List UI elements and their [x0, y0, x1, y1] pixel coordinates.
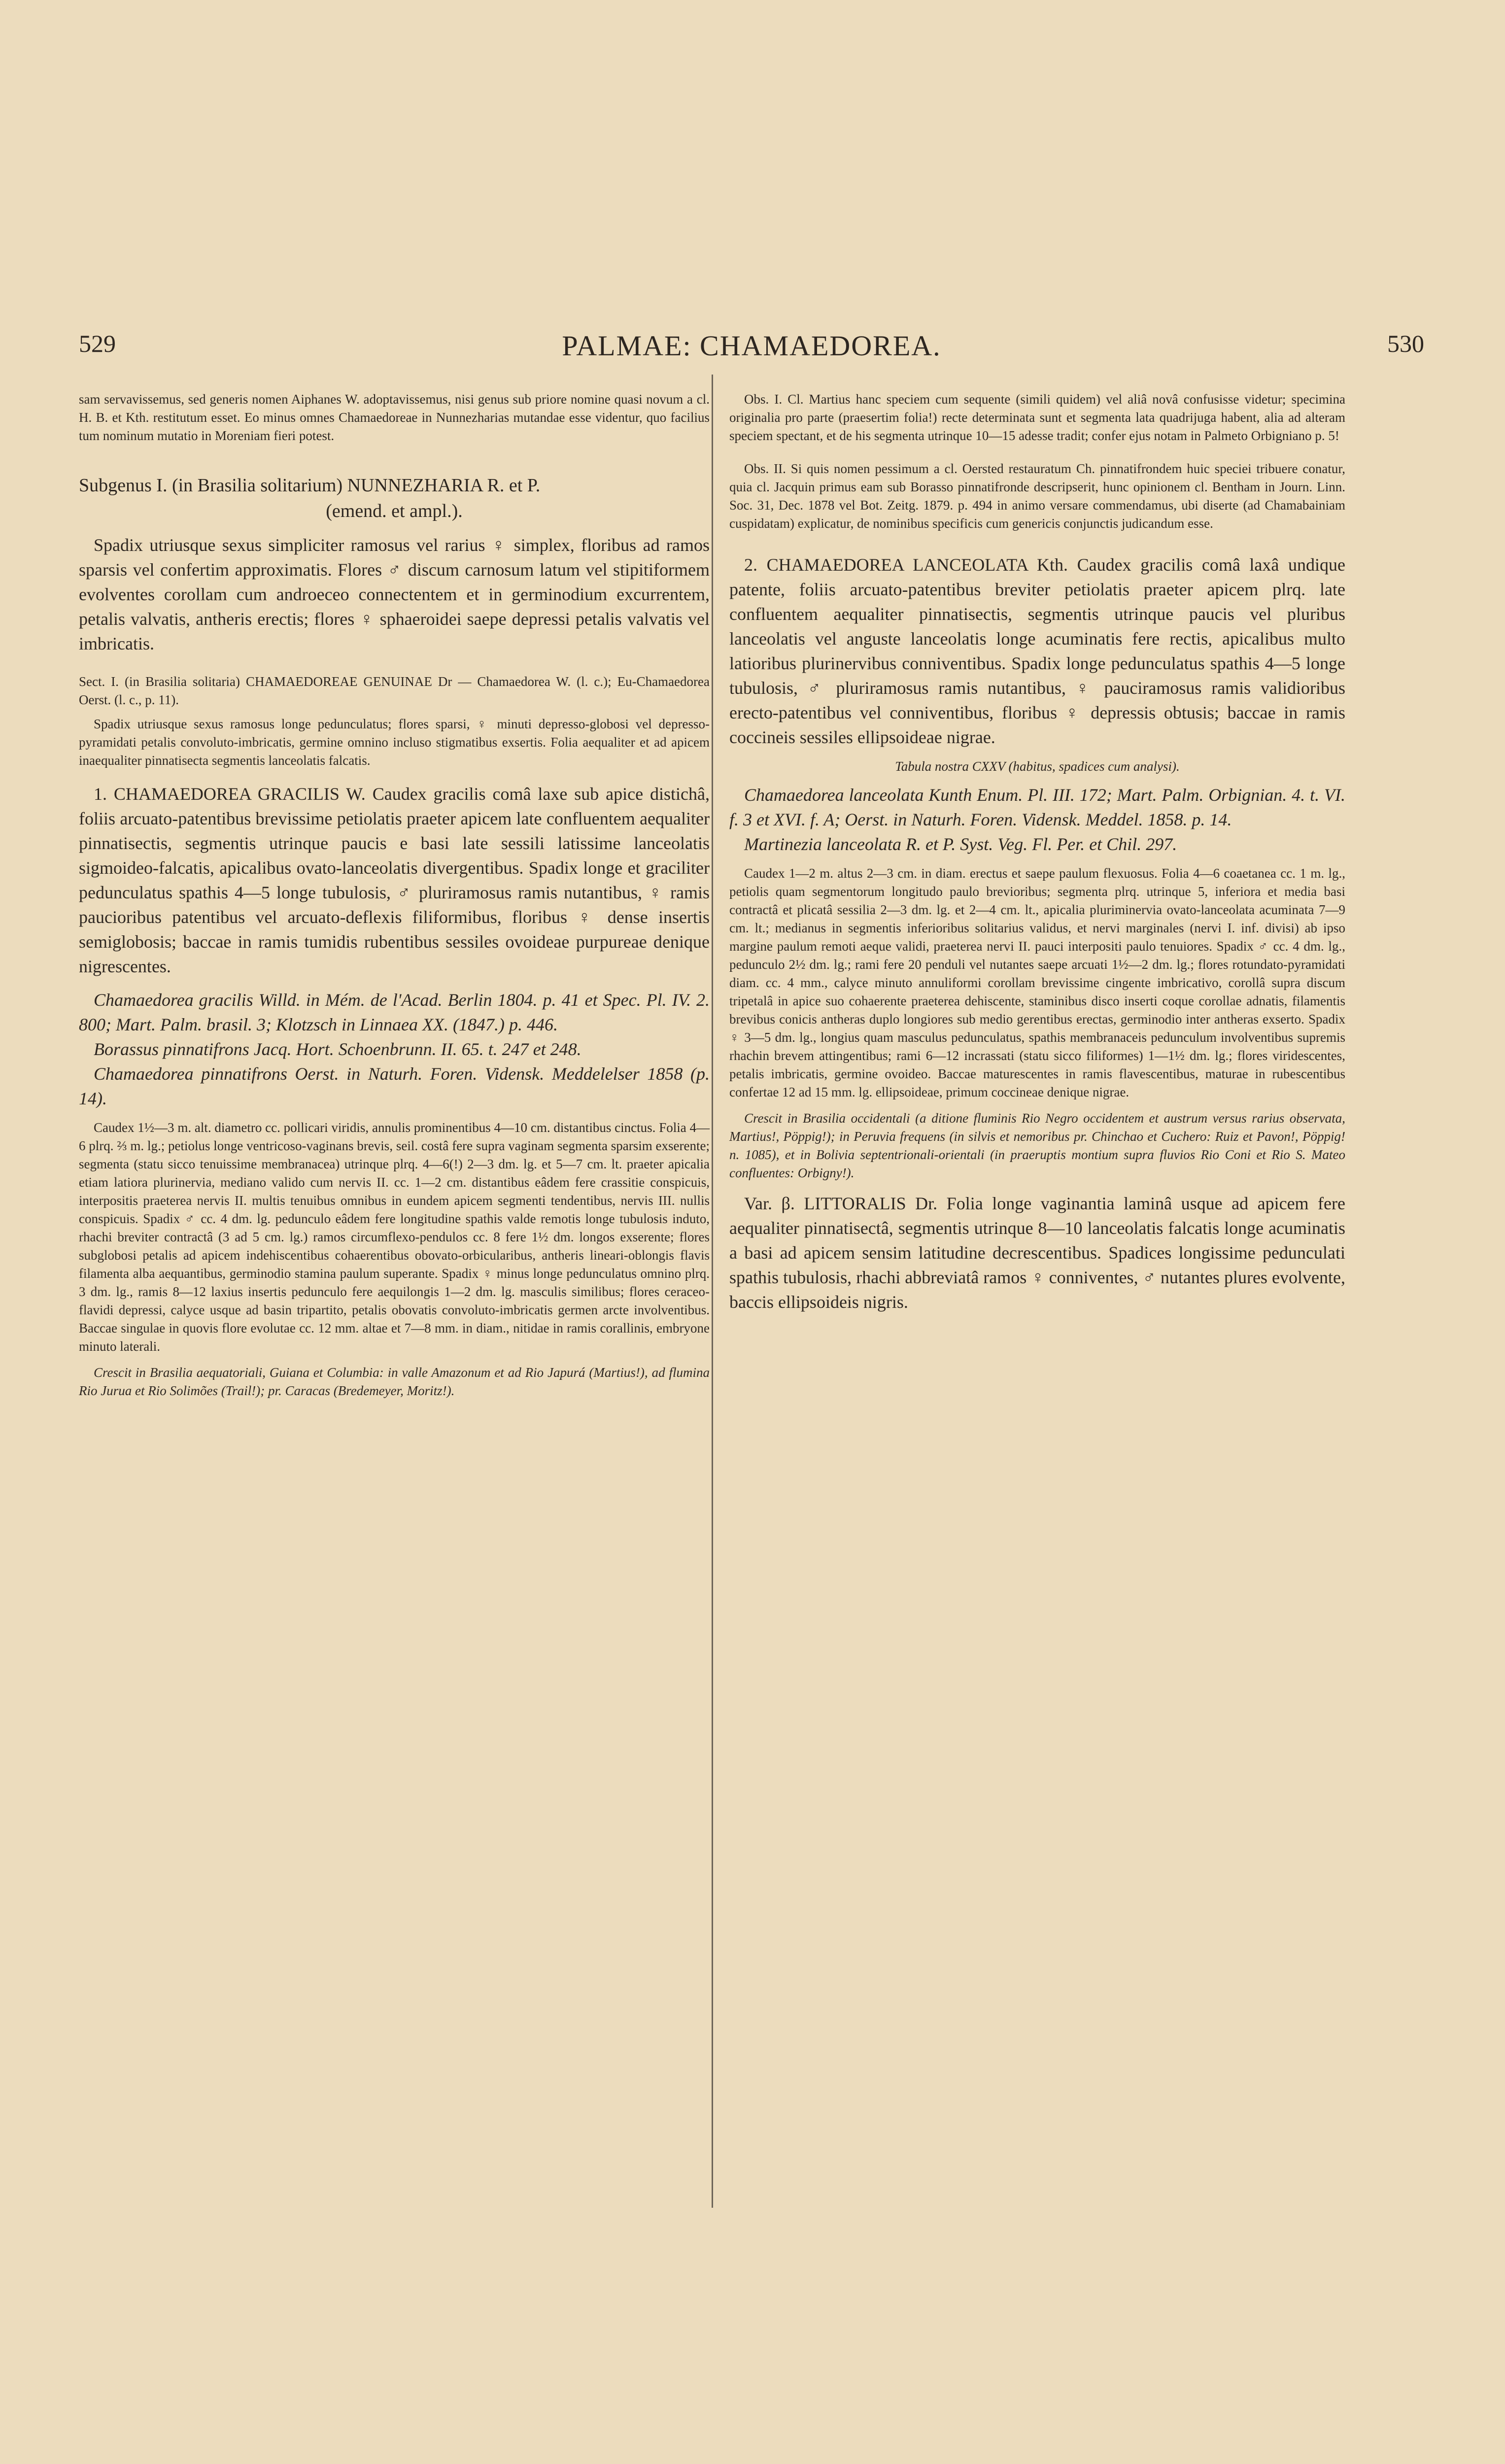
left-column — [79, 390, 710, 1400]
plate-reference: Tabula nostra CXXV (habitus, spadices cum analysi). — [895, 759, 1180, 774]
intro-paragraph: sam servavissemus, sed generis nomen Aiphanes W. adoptavissemus, nisi genus sub priore nomine quasi novum a cl. H. B. et Kth. restitutum esset. Eo minus omnes Chamaedoreae in Nunnezharias mutandae esse videntur, quo facilius tum nominum mutatio in Moreniam fieri potest. — [79, 392, 710, 443]
page-header — [79, 329, 1424, 364]
species-1-synonym-2: Borassus pinnatifrons Jacq. Hort. Schoenbrunn. II. 65. t. 247 et 248. — [94, 1039, 581, 1059]
column-divider — [712, 375, 713, 2208]
observation-2: Obs. II. Si quis nomen pessimum a cl. Oersted restauratum Ch. pinnatifrondem huic speciei tribuere conatur, quia cl. Jacquin primus eam sub Borasso pinnatifronde descripserit, hunc opinionem cl. Bentham in Journ. Linn. Soc. 31, Dec. 1878 vel Bot. Zeitg. 1879. p. 494 in animo versare commendamus, ubi diserte (ad Chamabainiam cuspidatam) explicatur, de nominibus specificis cum genericis conjunctis judicandum esse. — [729, 461, 1345, 531]
species-2-detailed-description: Caudex 1—2 m. altus 2—3 cm. in diam. erectus et saepe paulum flexuosus. Folia 4—6 coaetanea cc. 1 m. lg., petiolis quam segmentorum longitudo paulo brevioribus; segmenta plrq. utrinque 5, inferiora et media basi contractâ et plicatâ sessilia 2—3 dm. lg. et 2—4 cm. lt., apicalia pluriminervia ovato-lanceolata acuminata 7—9 cm. lt.; medianus in segmentis inferioribus solitarius validus, et nervi marginales (nervi I. inf. divisi) ab ipso margine paulum remoti aeque validi, praeterea nervi II. pauci interpositi paulo tenuiores. Spadix ♂ cc. 4 dm. lg., pedunculo 2½ dm. lg.; rami fere 20 penduli vel nutantes saepe arcuati 1½—2 dm. lg.; flores rotundato-pyramidati diam. cc. 4 mm., calyce minuto annuliformi corollam brevissime cingente imbricativo, corollâ supra discum tripetalâ in apice suo cohaerente praeterea dehiscente, staminibus disco inserti coque corollae adnatis, filamentis brevibus conicis antheras duplo longiores sub medio gerentibus erectas, germinodio inter antheras exserto. Spadix ♀ 3—5 dm. lg., longius quam masculus pedunculatus, spathis membranaceis pedunculum involventibus supremis rhachin brevem attingentibus; rami 6—12 incrassati (statu sicco filiformes) 1—1½ dm. lg.; flores viridescentes, petalis imbricatis, germine ovoideo. Baccae maturescentes in ramis flavescentibus, maturae in rubescentibus confertae 12 ad 15 mm. lg. ellipsoideae, primum coccineae denique nigrae. — [729, 866, 1345, 1099]
subgenus-heading: Subgenus I. (in Brasilia solitarium) NUNNEZHARIA R. et P. — [79, 475, 541, 496]
section-description: Spadix utriusque sexus ramosus longe pedunculatus; flores sparsi, ♀ minuti depresso-globosi vel depresso-pyramidati petalis convoluto-imbricatis, germine omnino incluso stigmatibus exsertis. Folia aequaliter et ad apicem inaequaliter pinnatisecta segmentis lanceolatis falcatis. — [79, 717, 710, 768]
right-column — [729, 390, 1345, 1314]
species-1-description: 1. CHAMAEDOREA GRACILIS W. Caudex gracilis comâ laxe sub apice distichâ, foliis arcuato-patentibus brevissime petiolatis praeter apicem late confluentem aequaliter pinnatisectis, segmentis utrinque paucis e basi late sessili latissime lanceolatis sigmoideo-falcatis, apicalibus ovato-lanceolatis divergentibus. Spadix longe et graciliter pedunculatus spathis 4—5 longe tubulosis, ♂ pluriramosus ramis nutantibus, ♀ ramis paucioribus patentibus vel arcuato-deflexis filiformibus, floribus ♀ dense insertis semiglobosis; baccae in ramis tumidis rubentibus sessiles ovoideae purpureae denique nigrescentes. — [79, 784, 710, 976]
running-title: PALMAE: CHAMAEDOREA. — [562, 330, 941, 362]
subgenus-note: (emend. et ampl.). — [326, 501, 463, 521]
species-1-synonym-1: Chamaedorea gracilis Willd. in Mém. de l'Acad. Berlin 1804. p. 41 et Spec. Pl. IV. 2. 800; Mart. Palm. brasil. 3; Klotzsch in Linnaea XX. (1847.) p. 446. — [79, 990, 710, 1034]
page-number-left: 529 — [79, 330, 116, 357]
species-2-synonym-2: Martinezia lanceolata R. et P. Syst. Veg. Fl. Per. et Chil. 297. — [744, 834, 1177, 854]
subgenus-description: Spadix utriusque sexus simpliciter ramosus vel rarius ♀ simplex, floribus ad ramos sparsis vel confertim approximatis. Flores ♂ discum carnosum latum vel stipitiformem evolventes corollam cum androeceo connectentem et in germinodium excurrentem, petalis valvatis, antheris erectis; flores ♀ sphaeroidei saepe depressi petalis valvatis vel imbricatis. — [79, 535, 710, 653]
species-2-distribution: Crescit in Brasilia occidentali (a ditione fluminis Rio Negro occidentem et austrum versus rarius observata, Martius!, Pöppig!); in Peruvia frequens (in silvis et nemoribus pr. Chinchao et Cuchero: Ruiz et Pavon!, Pöppig! n. 1085), et in Bolivia septentrionali-orientali (in praeruptis montium supra fluvios Rio Coni et Rio S. Mateo confluentes: Orbigny!). — [729, 1111, 1345, 1180]
species-2-description: 2. CHAMAEDOREA LANCEOLATA Kth. Caudex gracilis comâ laxâ undique patente, foliis arcuato-patentibus breviter petiolatis praeter apicem plrq. late confluentem aequaliter pinnatisectis, segmentis utrinque paucis vel pluribus lanceolatis vel anguste lanceolatis longe acuminatis fere rectis, apicalibus multo latioribus plurinervibus conniventibus. Spadix longe pedunculatus spathis 4—5 longe tubulosis, ♂ pluriramosus ramis nutantibus, ♀ pauciramosus ramis validioribus erecto-patentibus vel conniventibus, floribus ♀ depressis obtusis; baccae in ramis coccineis sessiles ellipsoideae nigrae. — [729, 555, 1345, 747]
variety-description: Var. β. LITTORALIS Dr. Folia longe vaginantia laminâ usque ad apicem fere aequaliter pinnatisectâ, segmentis utrinque 8—10 lanceolatis falcatis longe acuminatis a basi ad apicem sensim latitudine decrescentibus. Spadices longissime pedunculati spathis tubulosis, rhachi abbreviatâ ramos ♀ conniventes, ♂ nutantes plures evolvente, baccis ellipsoideis nigris. — [729, 1194, 1345, 1312]
species-2-synonym-1: Chamaedorea lanceolata Kunth Enum. Pl. III. 172; Mart. Palm. Orbignian. 4. t. VI. f. 3 et XVI. f. A; Oerst. in Naturh. Foren. Vidensk. Meddel. 1858. p. 14. — [729, 785, 1345, 829]
page-number-right: 530 — [1387, 330, 1424, 357]
observation-1: Obs. I. Cl. Martius hanc speciem cum sequente (simili quidem) vel aliâ novâ confusisse videtur; specimina originalia pro parte (praesertim folia!) recte determinata sunt et segmenta lata quadrijuga habent, alia ad alteram speciem spectant, et de his segmenta utrinque 10—15 adesse tradit; confer ejus notam in Palmeto Orbigniano p. 5! — [729, 392, 1345, 443]
species-1-synonym-3: Chamaedorea pinnatifrons Oerst. in Naturh. Foren. Vidensk. Meddelelser 1858 (p. 14). — [79, 1064, 710, 1108]
section-heading: Sect. I. (in Brasilia solitaria) CHAMAEDOREAE GENUINAE Dr — Chamaedorea W. (l. c.); Eu-Chamaedorea Oerst. (l. c., p. 11). — [79, 674, 710, 707]
species-1-distribution: Crescit in Brasilia aequatoriali, Guiana et Columbia: in valle Amazonum et ad Rio Japurá (Martius!), ad flumina Rio Jurua et Rio Solimões (Trail!); pr. Caracas (Bredemeyer, Moritz!). — [79, 1365, 710, 1398]
species-1-detailed-description: Caudex 1½—3 m. alt. diametro cc. pollicari viridis, annulis prominentibus 4—10 cm. distantibus cinctus. Folia 4—6 plrq. ⅔ m. lg.; petiolus longe ventricoso-vaginans brevis, seil. costâ fere supra vaginam segmenta sparsim exserente; segmenta (statu sicco tenuissime membranacea) utrinque plrq. 4—6(!) 2—3 dm. lg. et 5—7 cm. lt. praeter apicalia etiam latiora plurinervia, mediano valido cum nervis II. cc. 1—2 cm. distantibus eâdem fere crassitie conspicuis, interpositis praeterea nervis II. multis tenuibus omnibus in eundem apicem segmenti tendentibus, nervis III. nullis conspicuis. Spadix ♂ cc. 4 dm. lg. pedunculo eâdem fere longitudine spathis valde remotis longe tubulosis induto, rhachi breviter contractâ (3 ad 5 cm. lg.) ramos circumflexo-pendulos cc. 8 fere 1½ dm. longos exserente; flores subglobosi petalis ad apicem indehiscentibus cohaerentibus obovato-orbicularibus, antheris lineari-oblongis flavis filamenta alba aequantibus, germinodio stamina paulum superante. Spadix ♀ minus longe pedunculatus omnino plrq. 3 dm. lg., ramis 8—12 laxius insertis pedunculo fere aequilongis 1—2 dm. lg. masculis similibus; flores ceraceo-flavidi depressi, calyce usque ad basin tripartito, petalis obovatis convoluto-imbricatis germen arcte involventibus. Baccae singulae in quovis flore evolutae cc. 12 mm. altae et 7—8 mm. in diam., nitidae in ramis corallinis, embryone minuto laterali. — [79, 1120, 710, 1354]
